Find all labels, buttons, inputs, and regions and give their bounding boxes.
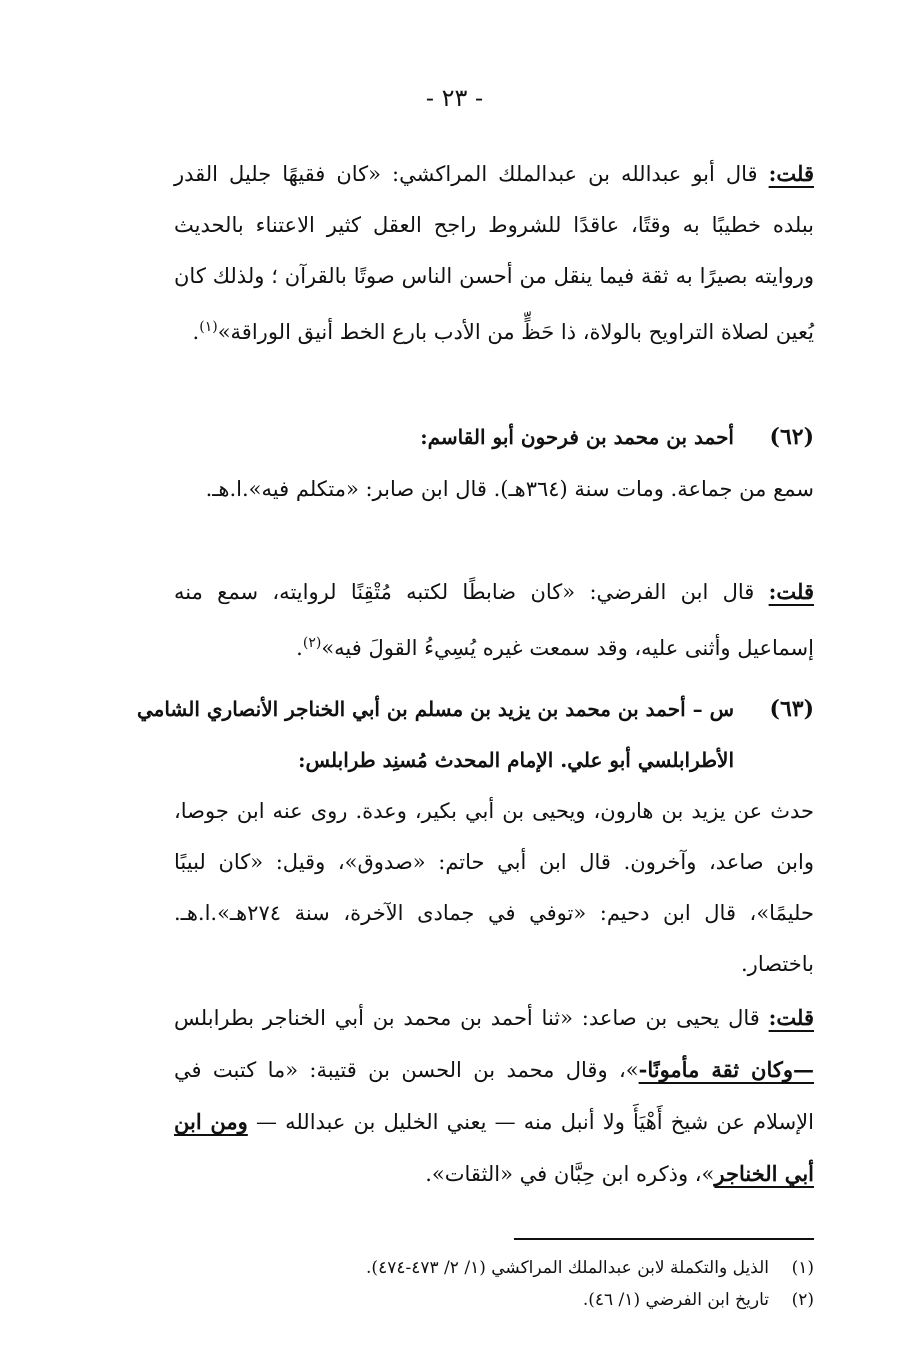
qult-label: قلت: bbox=[768, 1005, 814, 1030]
entry-body-63: حدث عن يزيد بن هارون، ويحيى بن أبي بكير، وعدة. روى عنه ابن جوصا، وابن صاعد، وآخرون. قال ابن أبي حاتم: «صدوق»، وقيل: «كان لبيبًا حليمًا»، قال ابن دحيم: «توفي في جمادى الآخرة، سنة ٢٧٤هـ».ا.هـ. باختصار. bbox=[174, 799, 814, 976]
paragraph-text: قال يحيى بن صاعد: «ثنا أحمد بن محمد بن أبي الخناجر بطرابلس bbox=[174, 1006, 769, 1030]
qult-label: قلت: bbox=[768, 161, 814, 186]
footnote-2 bbox=[114, 1286, 814, 1314]
footnote-1 bbox=[114, 1254, 814, 1282]
paragraph-qult-62 bbox=[174, 566, 814, 674]
footnote-number: (١) bbox=[791, 1258, 814, 1278]
footnote-number: (٢) bbox=[791, 1290, 814, 1310]
paragraph-qult-63 bbox=[174, 992, 814, 1200]
paragraph-text: قال ابن الفرضي: «كان ضابطًا لكتبه مُتْقِنًا لروايته، سمع منه إسماعيل وأثنى عليه، وقد سمعت غيره يُسِيءُ القولَ فيه» bbox=[174, 580, 814, 660]
paragraph-text: قال أبو عبدالله بن عبدالملك المراكشي: «كان فقيهًا جليل القدر ببلده خطيبًا به وقتًا، عاقدًا للشروط راجح العقل كثير الاعتناء بالحديث وروايته بصيرًا به ثقة فيما ينقل من أحسن الناس صوتًا بالقرآن ؛ ولذلك كان يُعين لصلاة التراويح بالولاة، ذا حَظٍّ من الأدب بارع الخط أنيق الوراقة» bbox=[174, 162, 814, 344]
footnote-ref-2[interactable]: (٢) bbox=[302, 635, 322, 651]
page-number: - ٢٣ - bbox=[425, 84, 484, 112]
period: . bbox=[296, 636, 303, 660]
period: . bbox=[192, 320, 200, 344]
qult-label: قلت: bbox=[768, 579, 814, 604]
paragraph-qult-1 bbox=[174, 148, 814, 358]
paragraph-text: »، وذكره ابن حِبَّان في «الثقات». bbox=[425, 1162, 715, 1186]
underlined-phrase: —وكان ثقة مأمونًا- bbox=[638, 1057, 815, 1082]
footnote-ref-1[interactable]: (١) bbox=[199, 319, 218, 335]
entry-heading-62: أحمد بن محمد بن فرحون أبو القاسم: bbox=[420, 425, 734, 449]
underlined-phrase: ومن ابن أبي الخناجر bbox=[174, 1109, 814, 1186]
entry-heading-63-cont: الأطرابلسي أبو علي. الإمام المحدث مُسنِد طرابلس: bbox=[298, 748, 734, 772]
footnote-divider bbox=[514, 1238, 814, 1240]
footnote-text: الذيل والتكملة لابن عبدالملك المراكشي (١/ ٢/ ٤٧٣-٤٧٤). bbox=[366, 1258, 769, 1278]
entry-heading-63: س – أحمد بن محمد بن يزيد بن مسلم بن أبي الخناجر الأنصاري الشامي bbox=[136, 697, 734, 721]
entry-number-62: (٦٢) bbox=[769, 424, 814, 450]
entry-body-62: سمع من جماعة. ومات سنة (٣٦٤هـ). قال ابن صابر: «متكلم فيه».ا.هـ. bbox=[205, 477, 814, 501]
paragraph-text: »، وقال محمد بن الحسن بن قتيبة: «ما كتبت في الإسلام عن شيخ أَهْيَأَ ولا أنبل منه — يعني الخليل بن عبدالله — bbox=[174, 1058, 814, 1134]
footnote-text: تاريخ ابن الفرضي (١/ ٤٦). bbox=[582, 1290, 769, 1310]
entry-number-63: (٦٣) bbox=[769, 696, 814, 722]
